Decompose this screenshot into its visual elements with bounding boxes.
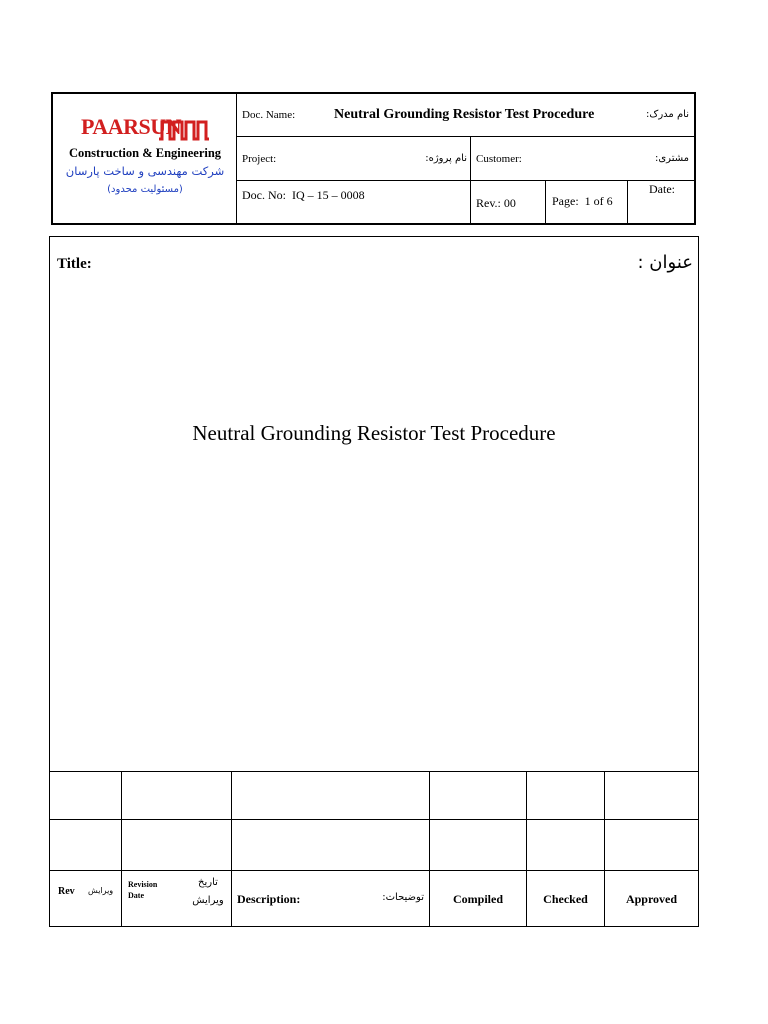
revision-label: Revision (128, 880, 158, 889)
title-label: Title: (57, 256, 92, 272)
doc-no-value: IQ – 15 – 0008 (292, 188, 365, 202)
description-col-label: Description: (237, 892, 301, 906)
approved-col-label: Approved (625, 892, 678, 906)
company-logo (81, 114, 211, 146)
revision-date-col-label-fa (190, 874, 226, 910)
revision-row-2 (50, 819, 698, 870)
doc-name-label-fa: نام مدرک: (646, 109, 689, 120)
date-label-fa-2: ویرایش (192, 895, 224, 906)
description-col-label-fa: توضیحات: (382, 892, 424, 903)
customer-label-fa: مشتری: (654, 153, 689, 164)
revision (476, 196, 516, 211)
date-label: Date (128, 891, 144, 900)
document-body (49, 236, 699, 927)
doc-no-label: Doc. No: (242, 188, 286, 202)
page-value: 1 of 6 (584, 194, 613, 208)
project-label-fa: نام پروژه: (425, 153, 467, 164)
logo-brand-text: PAARSUN (81, 114, 181, 139)
rev-col-label-fa: ویرایش (88, 886, 114, 895)
date-label-fa-1: تاریخ (198, 877, 218, 888)
rev-value: 00 (503, 196, 516, 210)
checked-col-label: Checked (543, 892, 588, 906)
revision-row-1 (50, 771, 698, 819)
company-name-fa: شرکت مهندسی و ساخت پارسان (65, 164, 225, 178)
logo-wave-icon (159, 119, 209, 141)
company-name-en: Construction & Engineering (68, 146, 222, 160)
doc-name-value: Neutral Grounding Resistor Test Procedure (334, 107, 595, 122)
revision-table (50, 771, 698, 926)
doc-name-label: Doc. Name: (242, 109, 296, 121)
compiled-col-label: Compiled (452, 892, 503, 906)
company-liability-fa: (مسئولیت محدود) (107, 184, 183, 195)
document-header (51, 92, 696, 225)
date-label: Date: (649, 182, 675, 196)
revision-date-col-label (128, 879, 157, 901)
doc-no (242, 188, 365, 203)
rev-col-label: Rev (58, 886, 75, 897)
title-label-fa: عنوان : (637, 252, 693, 273)
customer-label: Customer: (476, 153, 522, 165)
project-label: Project: (242, 153, 277, 165)
page-label: Page: (552, 194, 579, 208)
page-number (552, 194, 613, 209)
rev-label: Rev.: (476, 196, 501, 210)
document-title: Neutral Grounding Resistor Test Procedure (192, 421, 556, 445)
